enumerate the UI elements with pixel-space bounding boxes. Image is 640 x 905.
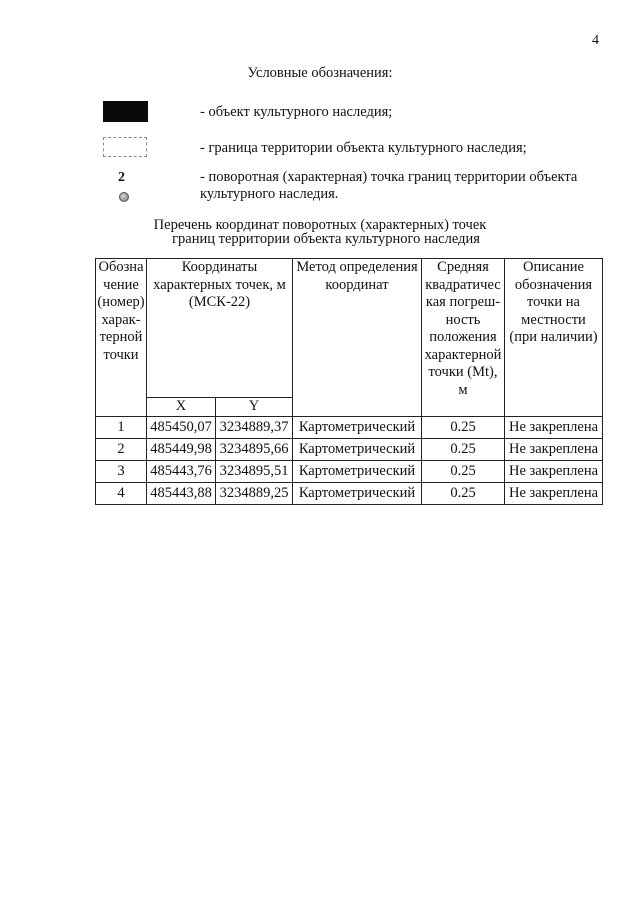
table-row [96,438,603,460]
cell-x: 485443,88 [147,482,216,504]
point-symbol-label: 2 [118,170,125,185]
cell-method: Картометрический [293,416,422,438]
table-row [96,460,603,482]
coordinates-table [95,258,603,505]
cell-mean-error: 0.25 [422,438,505,460]
table-row [96,416,603,438]
heritage-object-symbol [103,101,148,122]
cell-method: Картометрический [293,438,422,460]
cell-y: 3234895,51 [216,460,293,482]
cell-y: 3234889,25 [216,482,293,504]
cell-mean-error: 0.25 [422,460,505,482]
header-designation: Обозна чение (номер) харак- терной точки [96,259,147,417]
header-method: Метод определения координат [293,259,422,417]
table-row [96,482,603,504]
cell-y: 3234895,66 [216,438,293,460]
cell-description: Не закреплена [505,460,603,482]
header-mean-error: Средняя квадратичес кая погреш- ность положения характерной точки (Mt), м [422,259,505,417]
cell-y: 3234889,37 [216,416,293,438]
boundary-symbol [103,137,147,157]
cell-description: Не закреплена [505,416,603,438]
header-description: Описание обозначения точки на местности (при наличии) [505,259,603,417]
legend-text-turning-point: - поворотная (характерная) точка границ территории объекта культурного наследия. [200,169,578,202]
page-number: 4 [592,33,599,48]
cell-mean-error: 0.25 [422,482,505,504]
cell-method: Картометрический [293,460,422,482]
cell-x: 485449,98 [147,438,216,460]
table-title [0,218,640,246]
cell-description: Не закреплена [505,438,603,460]
legend-text-boundary: - граница территории объекта культурного наследия; [200,140,527,156]
cell-point-number: 2 [96,438,147,460]
cell-mean-error: 0.25 [422,416,505,438]
cell-x: 485450,07 [147,416,216,438]
cell-point-number: 1 [96,416,147,438]
table-title-line-1: Перечень координат поворотных (характерных) точек [153,217,487,233]
table-title-line-2: границ территории объекта культурного наследия [172,231,480,247]
cell-point-number: 3 [96,460,147,482]
cell-description: Не закреплена [505,482,603,504]
legend-text-heritage-object: - объект культурного наследия; [200,104,393,120]
cell-point-number: 4 [96,482,147,504]
cell-method: Картометрический [293,482,422,504]
legend-title: Условные обозначения: [247,65,393,81]
cell-x: 485443,76 [147,460,216,482]
header-y: Y [216,398,293,417]
header-coordinates: Координаты характерных точек, м (МСК-22) [147,259,293,398]
point-symbol-icon [119,192,129,202]
header-x: X [147,398,216,417]
